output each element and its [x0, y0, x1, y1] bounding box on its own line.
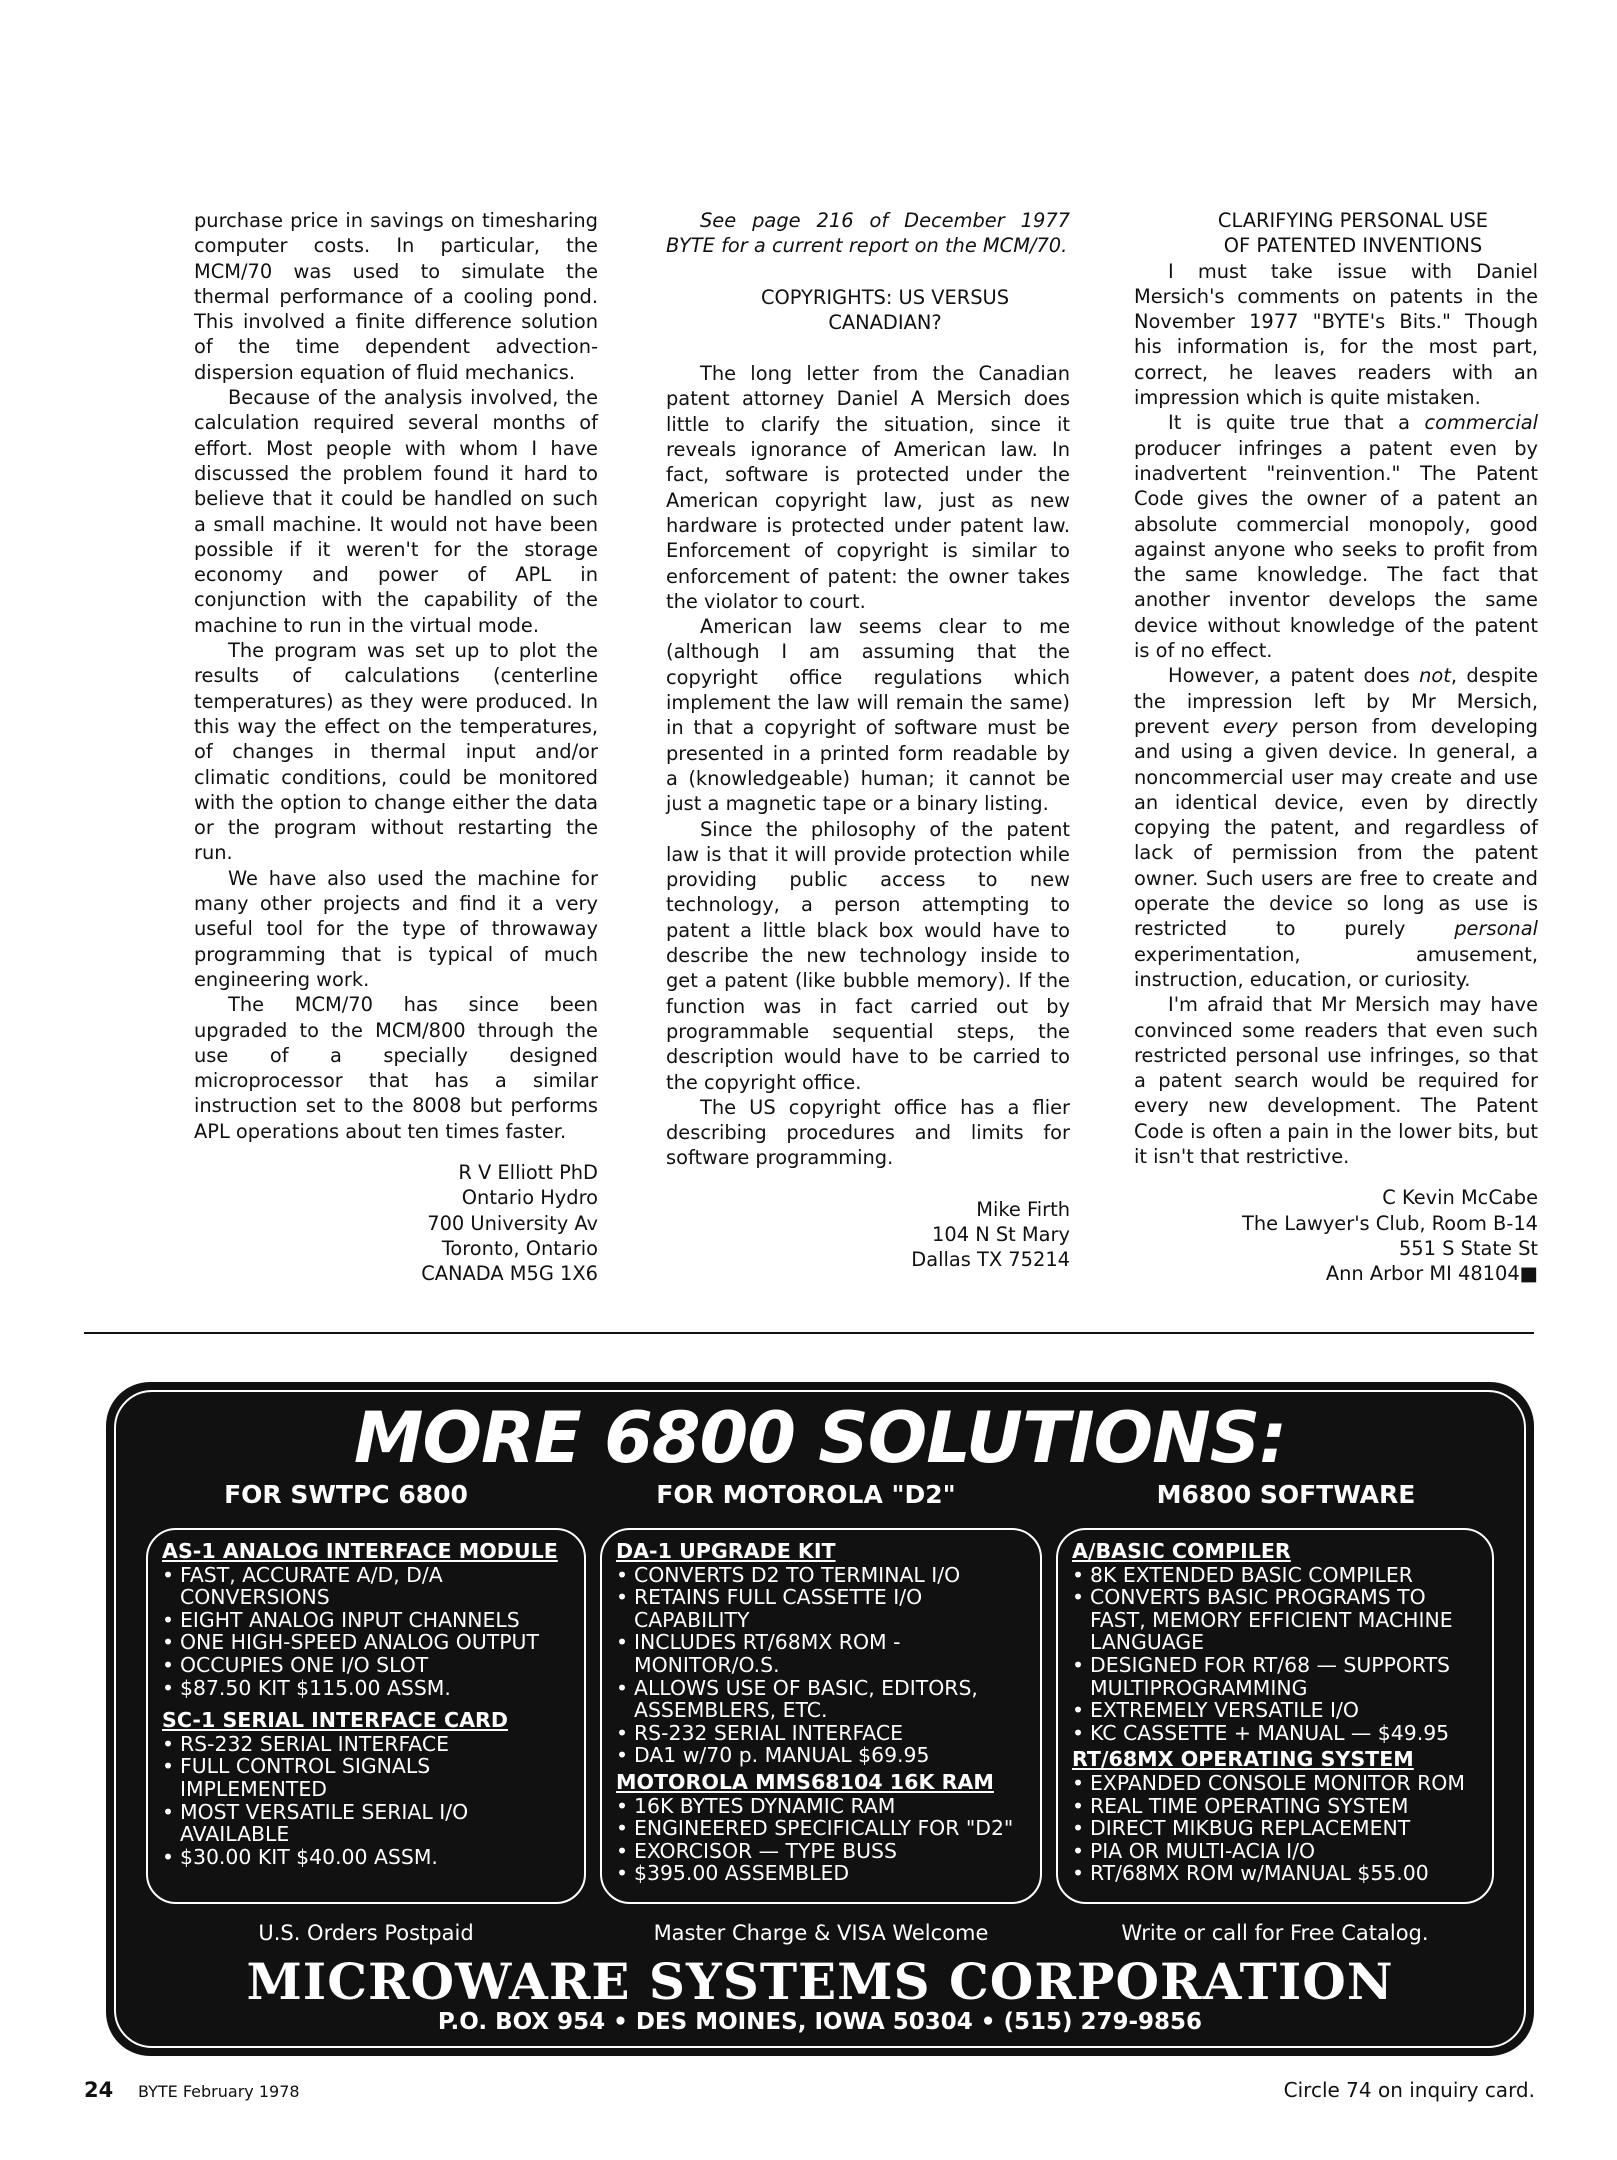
list-item: • FULL CONTROL SIGNALS IMPLEMENTED [162, 1755, 576, 1800]
product-title: DA-1 UPGRADE KIT [616, 1539, 836, 1563]
emphasis: not [1419, 664, 1451, 688]
ad-column-heading: FOR MOTOROLA "D2" [656, 1480, 956, 1509]
text-run: However, a patent does [1168, 664, 1420, 688]
product-title: AS-1 ANALOG INTERFACE MODULE [162, 1539, 558, 1563]
list-item: • OCCUPIES ONE I/O SLOT [162, 1654, 576, 1677]
list-item: • ENGINEERED SPECIFICALLY FOR "D2" [616, 1817, 1032, 1840]
spacer [666, 1171, 1070, 1197]
emphasis: personal [1454, 917, 1538, 941]
ad-box-swtpc [146, 1528, 586, 1904]
signature-line: 104 N St Mary [932, 1222, 1070, 1246]
paragraph: purchase price in savings on timesharing computer costs. In particular, the MCM/70 was used to simulate the thermal performance of a cooling pond. This involved a finite difference solution of the time dependent advection-dispersion equation of fluid mechanics. [194, 209, 598, 384]
feature-list [1072, 1564, 1484, 1745]
list-item: • KC CASSETTE + MANUAL — $49.95 [1072, 1722, 1484, 1745]
end-mark: ■ [1519, 1262, 1538, 1286]
list-item: • EXPANDED CONSOLE MONITOR ROM [1072, 1772, 1484, 1795]
list-item: • 8K EXTENDED BASIC COMPILER [1072, 1564, 1484, 1587]
paragraph: Because of the analysis involved, the calculation required several months of effort. Most people with whom I have discussed the problem found it hard to believe that it could be handled on such a small machine. It would not have been possible if it weren't for the storage economy and power of APL in conjunction with the capability of the machine to run in the virtual mode. [194, 386, 598, 637]
paragraph: The MCM/70 has since been upgraded to the MCM/800 through the use of a specially designed microprocessor that has a similar instruction set to the 8008 but performs APL operations about ten times faster. [194, 993, 598, 1143]
signature-line: R V Elliott PhD [458, 1160, 598, 1184]
ad-footnote: U.S. Orders Postpaid [258, 1921, 474, 1945]
list-item: • EXORCISOR — TYPE BUSS [616, 1840, 1032, 1863]
list-item: • RS-232 SERIAL INTERFACE [616, 1722, 1032, 1745]
signature-line: Toronto, Ontario [441, 1236, 598, 1260]
feature-list [162, 1733, 576, 1869]
page-number: 24 [84, 2078, 114, 2102]
ad-column-heading: FOR SWTPC 6800 [224, 1480, 468, 1509]
signature-line: C Kevin McCabe [1382, 1186, 1538, 1210]
emphasis: commercial [1424, 411, 1538, 435]
signature-line: The Lawyer's Club, Room B-14 [1242, 1211, 1538, 1235]
signature-line: Ontario Hydro [461, 1186, 598, 1210]
list-item: • 16K BYTES DYNAMIC RAM [616, 1795, 1032, 1818]
list-item: • RT/68MX ROM w/MANUAL $55.00 [1072, 1862, 1484, 1885]
spacer [194, 1144, 598, 1160]
company-address: P.O. BOX 954 • DES MOINES, IOWA 50304 • (515) 279-9856 [437, 2009, 1203, 2035]
inquiry-note: Circle 74 on inquiry card. [1283, 2078, 1535, 2102]
list-item: • RETAINS FULL CASSETTE I/O CAPABILITY [616, 1586, 1032, 1631]
signature-line: Mike Firth [976, 1197, 1070, 1221]
paragraph [1134, 410, 1538, 663]
list-item: • EIGHT ANALOG INPUT CHANNELS [162, 1609, 576, 1632]
divider-rule [84, 1332, 1534, 1334]
list-item: • EXTREMELY VERSATILE I/O [1072, 1699, 1484, 1722]
paragraph: The long letter from the Canadian patent attorney Daniel A Mersich does little to clarify the situation, since it reveals ignorance of American law. In fact, software is protected under the American copyright law, just as new hardware is protected under patent law. Enforcement of copyright is similar to enforcement of patent: the owner takes the violator to court. [666, 362, 1070, 613]
ad-box-software [1056, 1528, 1494, 1904]
paragraph: Since the philosophy of the patent law is that it will provide protection while providing public access to new technology, a person attempting to patent a little black box would have to describe the new technology inside to get a patent (like bubble memory). If the function was in fact carried out by programmable sequential steps, the description would have to be carried to the copyright office. [666, 817, 1070, 1094]
letter-mccabe [1134, 208, 1538, 1286]
text-run: experimentation, amusement, instruction, education, or curiosity. [1134, 942, 1538, 991]
signature-line [1134, 1261, 1538, 1286]
paragraph [1134, 663, 1538, 992]
list-item: • CONVERTS BASIC PROGRAMS TO FAST, MEMORY EFFICIENT MACHINE LANGUAGE [1072, 1586, 1484, 1654]
list-item: • PIA OR MULTI-ACIA I/O [1072, 1840, 1484, 1863]
ad-footnote: Write or call for Free Catalog. [1121, 1921, 1429, 1945]
list-item: • FAST, ACCURATE A/D, D/A CONVERSIONS [162, 1564, 576, 1609]
text-run: It is quite true that a [1168, 411, 1425, 435]
signature-line: 551 S State St [1398, 1236, 1538, 1260]
section-heading: COPYRIGHTS: US VERSUS [760, 285, 1010, 309]
microware-advertisement [106, 1382, 1534, 2056]
text-run: producer infringes a patent even by inadvertent "reinvention." The Patent Code gives the owner of a patent an absolute commercial monopoly, good against anyone who seeks to profit from the same knowledge. The fact that another inventor develops the same device without knowledge of the patent is of no effect. [1134, 436, 1538, 663]
paragraph: The program was set up to plot the results of calculations (centerline temperatures) as they were produced. In this way the effect on the temperatures, of changes in thermal input and/or climatic conditions, could be monitored with the option to change either the data or the program without restarting the run. [194, 639, 598, 865]
list-item: • INCLUDES RT/68MX ROM - MONITOR/O.S. [616, 1631, 1032, 1676]
letter-elliott [194, 208, 598, 1286]
list-item: • DESIGNED FOR RT/68 — SUPPORTS MULTIPROGRAMMING [1072, 1654, 1484, 1699]
text-run: person from developing and using a given device. In general, a noncommercial user may create and use an identical device, even by directly copying the patent, and regardless of lack of permission from the patent owner. Such users are free to create and operate the device so long as use is restricted to purely [1134, 714, 1538, 941]
editor-note: See page 216 of December 1977 BYTE for a current report on the MCM/70. [666, 209, 1070, 258]
list-item: • DIRECT MIKBUG REPLACEMENT [1072, 1817, 1484, 1840]
section-heading: OF PATENTED INVENTIONS [1223, 234, 1483, 258]
section-heading: CLARIFYING PERSONAL USE [1217, 209, 1489, 232]
product-title: A/BASIC COMPILER [1072, 1539, 1291, 1563]
ad-column-heading: M6800 SOFTWARE [1156, 1480, 1416, 1509]
signature-text: Ann Arbor MI 48104 [1325, 1262, 1520, 1286]
list-item: • MOST VERSATILE SERIAL I/O AVAILABLE [162, 1801, 576, 1846]
signature-line: CANADA M5G 1X6 [421, 1262, 598, 1286]
letter-firth [666, 208, 1070, 1273]
list-item: • DA1 w/70 p. MANUAL $69.95 [616, 1744, 1032, 1767]
list-item: • $30.00 KIT $40.00 ASSM. [162, 1846, 576, 1869]
spacer [1134, 1169, 1538, 1185]
feature-list [162, 1564, 576, 1700]
paragraph: The US copyright office has a flier describing procedures and limits for software programming. [666, 1095, 1070, 1170]
paragraph: American law seems clear to me (although I am assuming that the copyright office regulations which implement the law will remain the same) in that a copyright of software must be presented in a printed form readable by a (knowledgeable) human; it cannot be just a magnetic tape or a binary listing. [666, 615, 1070, 816]
list-item: • $87.50 KIT $115.00 ASSM. [162, 1677, 576, 1700]
signature-line: 700 University Av [427, 1211, 598, 1235]
paragraph: I must take issue with Daniel Mersich's comments on patents in the November 1977 "BYTE's Bits." Though his information is, for the most part, correct, he leaves readers with an impression which is quite mistaken. [1134, 259, 1538, 410]
list-item: • $395.00 ASSEMBLED [616, 1862, 1032, 1885]
emphasis: every [1222, 714, 1278, 738]
list-item: • REAL TIME OPERATING SYSTEM [1072, 1795, 1484, 1818]
product-title: SC-1 SERIAL INTERFACE CARD [162, 1708, 508, 1733]
company-name: MICROWARE SYSTEMS CORPORATION [246, 1952, 1394, 2011]
ad-title: MORE 6800 SOLUTIONS: [353, 1397, 1287, 1479]
text-run: , despite the impression left by Mr Mersich, prevent [1134, 664, 1538, 738]
feature-list [616, 1564, 1032, 1767]
spacer [666, 335, 1070, 361]
feature-list [616, 1795, 1032, 1885]
product-title: RT/68MX OPERATING SYSTEM [1072, 1747, 1414, 1772]
list-item: • ONE HIGH-SPEED ANALOG OUTPUT [162, 1631, 576, 1654]
signature-line: Dallas TX 75214 [911, 1248, 1070, 1272]
paragraph: We have also used the machine for many other projects and find it a very useful tool for the type of throwaway programming that is typical of much engineering work. [194, 866, 598, 991]
list-item: • ALLOWS USE OF BASIC, EDITORS, ASSEMBLERS, ETC. [616, 1677, 1032, 1722]
ad-footnote: Master Charge & VISA Welcome [653, 1921, 989, 1945]
product-title: MOTOROLA MMS68104 16K RAM [616, 1769, 994, 1794]
ad-box-motorola [600, 1528, 1042, 1904]
issue-label: BYTE February 1978 [138, 2082, 300, 2101]
list-item: • RS-232 SERIAL INTERFACE [162, 1733, 576, 1756]
paragraph: I'm afraid that Mr Mersich may have convinced some readers that even such restricted personal use infringes, so that a patent search would be required for every new development. The Patent Code is often a pain in the lower bits, but it isn't that restrictive. [1134, 993, 1538, 1168]
feature-list [1072, 1772, 1484, 1885]
spacer [666, 259, 1070, 285]
list-item: • CONVERTS D2 TO TERMINAL I/O [616, 1564, 1032, 1587]
section-heading: CANADIAN? [828, 310, 942, 334]
